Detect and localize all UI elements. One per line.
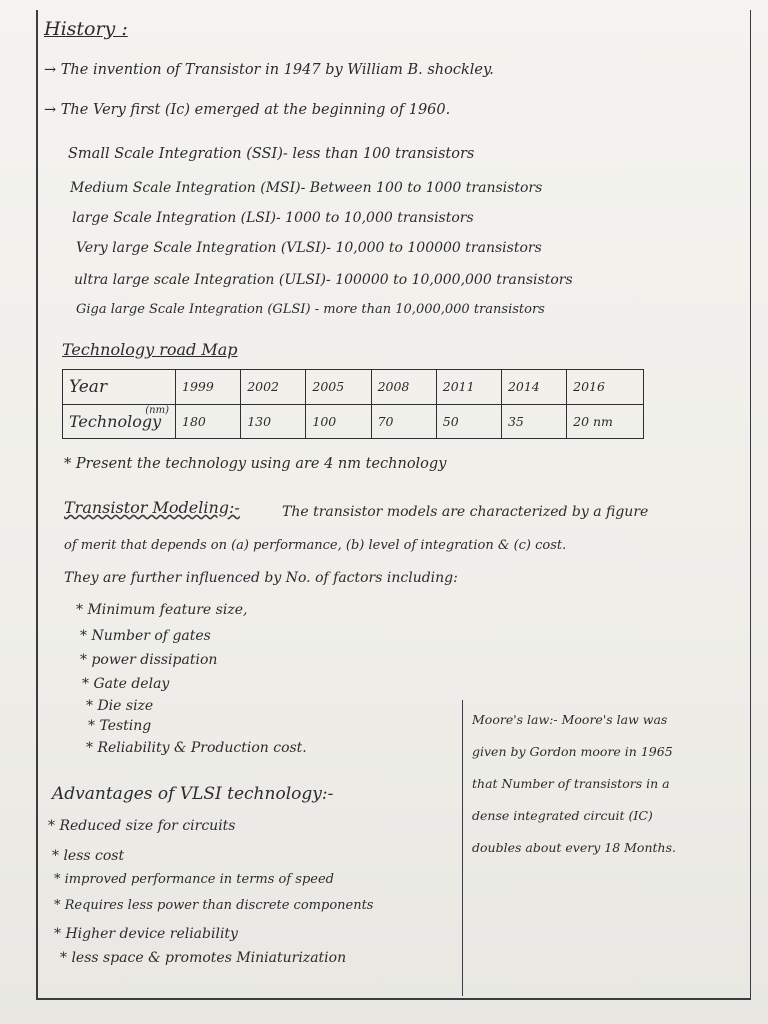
advantage-item: * less cost: [52, 848, 125, 864]
year-cell: 2008: [371, 370, 436, 405]
year-cell: 2011: [436, 370, 501, 405]
factor-item: * power dissipation: [80, 652, 218, 668]
modeling-line-2: of merit that depends on (a) performance, (b) level of integration & (c) cost.: [64, 538, 567, 553]
moore-line-5: doubles about every 18 Months.: [472, 840, 676, 855]
advantage-item: * less space & promotes Miniaturization: [60, 950, 347, 966]
roadmap-unit: (nm): [145, 404, 169, 416]
integration-ssi: Small Scale Integration (SSI)- less than 100 transistors: [68, 146, 475, 162]
year-cell: 2002: [241, 370, 306, 405]
tech-cell: 180: [176, 404, 241, 439]
tech-cell: 20 nm: [567, 404, 644, 439]
factor-item: * Reliability & Production cost.: [86, 740, 307, 756]
advantage-item: * improved performance in terms of speed: [54, 872, 335, 887]
tech-cell: 130: [241, 404, 306, 439]
year-cell: 1999: [176, 370, 241, 405]
history-title: History :: [44, 18, 128, 40]
integration-ulsi: ultra large scale Integration (ULSI)- 100000 to 10,000,000 transistors: [74, 272, 573, 288]
moore-divider: [462, 700, 463, 996]
tech-cell: 50: [436, 404, 501, 439]
factor-item: * Minimum feature size,: [76, 602, 248, 618]
roadmap-year-label: Year: [63, 370, 176, 405]
modeling-title: Transistor Modeling:-: [64, 498, 240, 517]
history-line-1: → The invention of Transistor in 1947 by William B. shockley.: [44, 62, 494, 78]
year-cell: 2016: [567, 370, 644, 405]
factor-item: * Die size: [86, 698, 154, 714]
tech-cell: 100: [306, 404, 371, 439]
integration-glsi: Giga large Scale Integration (GLSI) - more than 10,000,000 transistors: [76, 302, 545, 317]
advantage-item: * Requires less power than discrete components: [54, 898, 374, 913]
integration-vlsi: Very large Scale Integration (VLSI)- 10,000 to 100000 transistors: [76, 240, 542, 256]
year-cell: 2014: [501, 370, 566, 405]
year-cell: 2005: [306, 370, 371, 405]
advantage-item: * Reduced size for circuits: [48, 818, 236, 834]
roadmap-tech-row: [63, 404, 644, 439]
moore-line-2: given by Gordon moore in 1965: [472, 744, 673, 759]
tech-cell: 35: [501, 404, 566, 439]
moore-line-1: Moore's law:- Moore's law was: [472, 712, 668, 727]
factor-item: * Gate delay: [82, 676, 170, 692]
roadmap-tech-label: Technology: [69, 411, 162, 431]
modeling-line-1: The transistor models are characterized by a figure: [282, 504, 649, 520]
tech-cell: 70: [371, 404, 436, 439]
roadmap-table: [62, 369, 644, 439]
factor-item: * Testing: [88, 718, 152, 734]
modeling-line-3: They are further influenced by No. of factors including:: [64, 570, 458, 586]
factor-item: * Number of gates: [80, 628, 211, 644]
moore-line-4: dense integrated circuit (IC): [472, 808, 653, 823]
advantage-item: * Higher device reliability: [54, 926, 238, 942]
moore-line-3: that Number of transistors in a: [472, 776, 670, 791]
advantages-title: Advantages of VLSI technology:-: [52, 784, 334, 804]
roadmap-tech-label-cell: [63, 404, 176, 439]
integration-msi: Medium Scale Integration (MSI)- Between 100 to 1000 transistors: [70, 180, 543, 196]
integration-lsi: large Scale Integration (LSI)- 1000 to 10,000 transistors: [72, 210, 474, 226]
history-line-2: → The Very first (Ic) emerged at the beginning of 1960.: [44, 102, 451, 118]
present-note: * Present the technology using are 4 nm technology: [64, 456, 447, 472]
roadmap-title: Technology road Map: [62, 340, 238, 359]
roadmap-year-row: [63, 370, 644, 405]
